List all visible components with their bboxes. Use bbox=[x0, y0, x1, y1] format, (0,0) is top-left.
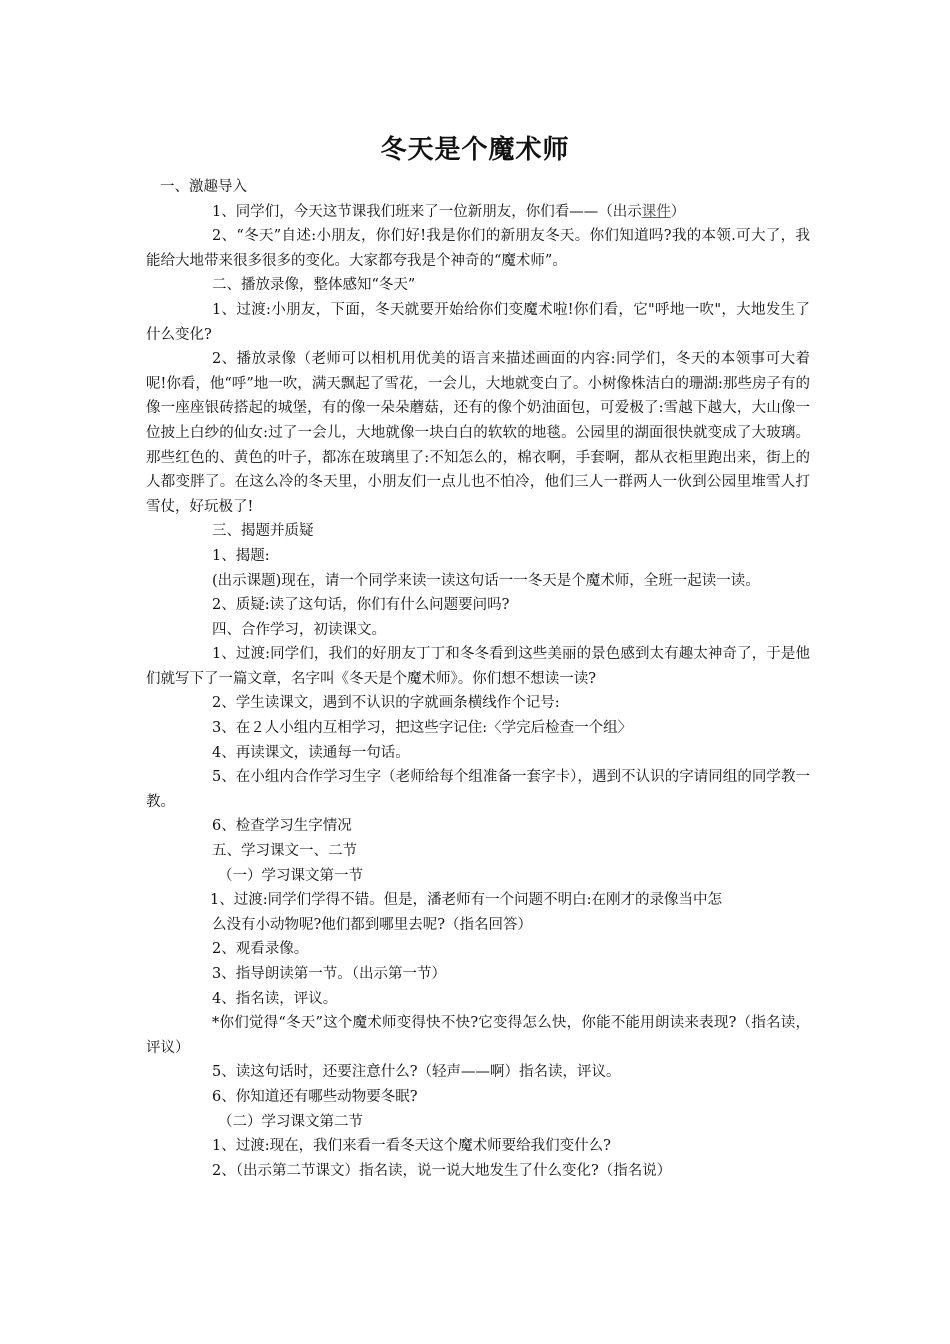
paragraph: 2、（出示第二节课文）指名读，说一说大地发生了什么变化?（指名说） bbox=[212, 1162, 672, 1179]
paragraph: 2、播放录像（老师可以相机用优美的语言来描述画面的内容:同学们，冬天的本领事可大着呢!你看，他“呼”地一吹，满天飘起了雪花，一会儿，大地就变白了。小树像株洁白的珊湖:那些房子有的像一座座银砖搭起的城堡，有的像一朵朵蘑菇，还有的像个奶油面包，可爱极了:雪越下越大，大山像一位披上白纱的仙女:过了一会儿，大地就像一块白白的软软的地毯。公园里的湖面很快就变成了大玻璃。那些红色的、黄色的叶子，都冻在玻璃里了:不知怎么的，棉衣啊，手套啊，都从衣柜里跑出来，街上的人都变胖了。在这么冷的冬天里，小朋友们一点儿也不怕冷，他们三人一群两人一伙到公园里堆雪人打雪仗，好玩极了! bbox=[146, 351, 810, 515]
paragraph: 2、观看录像。 bbox=[212, 941, 309, 958]
paragraph: *你们觉得“冬天”这个魔术师变得快不快?它变得怎么快，你能不能用朗读来表现?（指名读，评议） bbox=[146, 1015, 810, 1056]
paragraph: 1、过渡:现在，我们来看一看冬天这个魔术师要给我们变什么? bbox=[212, 1138, 611, 1155]
paragraph: (出示课题)现在，请一个同学来读一读这句话一一冬天是个魔术师，全班一起读一读。 bbox=[212, 572, 760, 589]
paragraph: 4、再读课文，读通每一句话。 bbox=[212, 744, 410, 761]
paragraph-text: 1、同学们，今天这节课我们班来了一位新朋友，你们看——（出示 bbox=[212, 203, 642, 220]
section-heading: 四、合作学习，初读课文。 bbox=[212, 621, 386, 638]
paragraph: 5、在小组内合作学习生字（老师给每个组准备一套字卡），遇到不认识的字请同组的同学教一教。 bbox=[146, 769, 810, 810]
paragraph: 6、你知道还有哪些动物要冬眠? bbox=[212, 1088, 418, 1105]
document-title: 冬天是个魔术师 bbox=[380, 135, 570, 165]
section-heading: 五、学习课文一、二节 bbox=[212, 843, 357, 860]
paragraph: 4、指名读，评议。 bbox=[212, 990, 338, 1007]
paragraph: 5、读这句话时，还要注意什么?（轻声——啊）指名读，评议。 bbox=[212, 1064, 621, 1081]
courseware-link[interactable]: 课件 bbox=[641, 203, 671, 220]
section-heading: 一、激趣导入 bbox=[160, 179, 247, 195]
document-body bbox=[146, 175, 810, 1183]
paragraph: 3、在２人小组内互相学习，把这些字记住:〈学完后检查一个组〉 bbox=[212, 720, 633, 737]
paragraph: 1、揭题: bbox=[212, 547, 270, 564]
paragraph: 1、过渡:小朋友，下面，冬天就要开始给你们变魔术啦!你们看，它"呼地一吹"，大地发生了什么变化? bbox=[146, 301, 810, 343]
paragraph-text: ） bbox=[670, 203, 686, 220]
paragraph: 2、质疑:读了这句话，你们有什么问题要问吗? bbox=[212, 597, 510, 614]
section-heading: 三、揭题并质疑 bbox=[212, 523, 314, 540]
paragraph: 2、“冬天”自述:小朋友，你们好!我是你们的新朋友冬天。你们知道吗?我的本领.可大了，我能给大地带来很多很多的变化。大家都夸我是个神奇的“魔术师”。 bbox=[146, 228, 810, 269]
paragraph: 1、过渡:同学们学得不错。但是，潘老师有一个问题不明白:在刚才的录像当中怎 bbox=[210, 892, 722, 909]
subsection-heading: （二）学习课文第二节 bbox=[218, 1113, 363, 1130]
paragraph: 3、指导朗读第一节。（出示第一节） bbox=[212, 966, 446, 982]
paragraph: 么没有小动物呢?他们都到哪里去呢?（指名回答） bbox=[212, 916, 533, 933]
paragraph: 2、学生读课文，遇到不认识的字就画条横线作个记号: bbox=[212, 695, 560, 712]
section-heading: 二、播放录像，整体感知“冬天” bbox=[212, 277, 416, 294]
paragraph: 1、过渡:同学们，我们的好朋友丁丁和冬冬看到这些美丽的景色感到太有趣太神奇了，于是他们就写下了一篇文章，名字叫《冬天是个魔术师》。你们想不想读一读? bbox=[146, 646, 810, 687]
paragraph bbox=[146, 200, 810, 225]
subsection-heading: （一）学习课文第一节 bbox=[218, 867, 363, 884]
paragraph: 6、检查学习生字情况 bbox=[212, 818, 352, 835]
